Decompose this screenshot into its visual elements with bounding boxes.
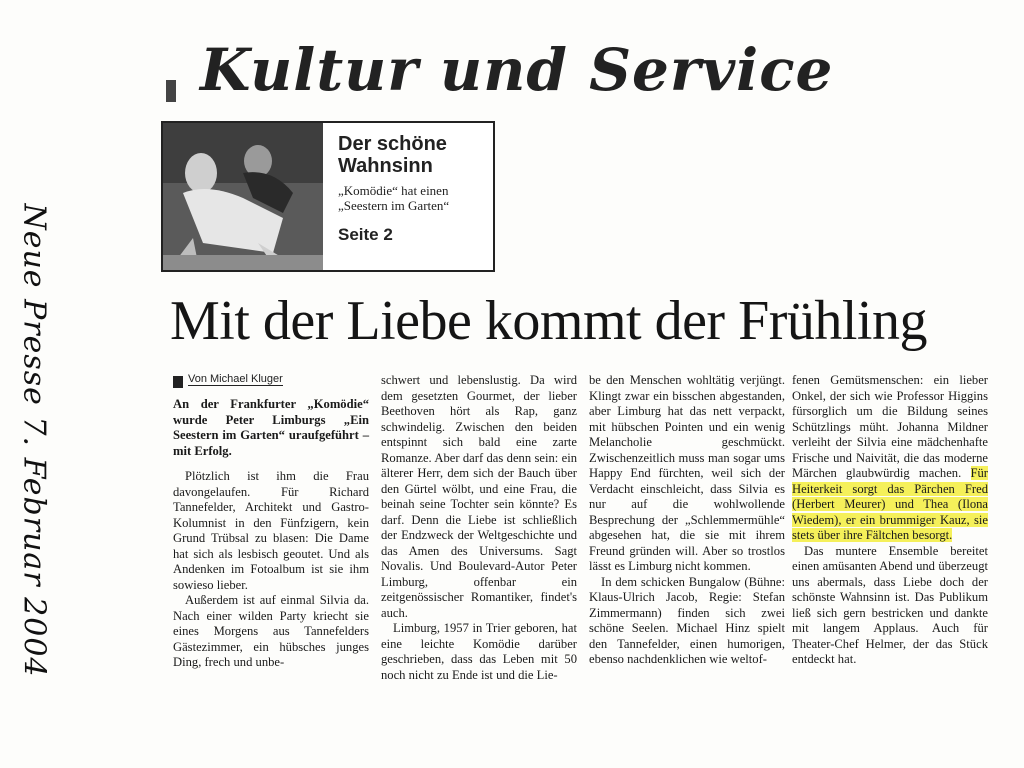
col1-paragraph-2: Außerdem ist auf einmal Silvia da. Nach einer wilden Party kriecht sie eines Morgens aus Tannefelders Gästezimmer, ein hübsches junges Ding, frech und unbe- — [173, 593, 369, 669]
handwritten-margin-note — [4, 160, 64, 720]
col3-paragraph-2: In dem schicken Bungalow (Bühne: Klaus-Ulrich Jacob, Regie: Stefan Zimmermann) finden sich zwei schöne Seelen. Michael Hinz spielt den Tannefelder, einen humorigen, ebenso nachdenklichen wie weltof- — [589, 574, 785, 666]
col4-paragraph-1 — [792, 373, 988, 544]
teaser-subline: „Komödie“ hat einen „Seestern im Garten“ — [338, 183, 450, 213]
byline: Von Michael Kluger — [188, 373, 283, 385]
col4-paragraph-1-text: fenen Gemütsmenschen: ein lieber Onkel, der sich wie Professor Higgins fürsorglich um die Bildung seines Schützlings müht. Johanna Mildner verleiht der Silvia eine mädchenhafte Frische und Naivität, die das moderne Märchen glaubwürdig machen. — [792, 373, 988, 480]
teaser-photo — [163, 123, 323, 270]
byline-bullet — [173, 376, 183, 388]
article-column-4 — [792, 373, 988, 668]
col4-paragraph-2: Das muntere Ensemble bereitet einen amüsanten Abend und überzeugt uns abermals, dass Liebe doch der schönste Wahnsinn ist. Das Publikum ließ sich gern bestricken und dankte mit langem Applaus. Auch für Theater-Chef Helmer, der das Stück entdeckt hat. — [792, 543, 988, 666]
article-column-1 — [173, 397, 369, 671]
article-column-3 — [589, 373, 785, 668]
actor-photo-illustration — [163, 123, 323, 270]
col2-paragraph-1: schwert und lebenslustig. Da wird dem gesetzten Gourmet, der lieber Beethoven hört als Rap, ganz schwindelig. Zwischen den beiden entspinnt sich bald eine zarte Romanze. Aber darf das denn sein: ein älterer Herr, dem sich der Bauch über den Gürtel wölbt, und eine Frau, die beinah seine Tochter sein könnte? Es darf. Denn die Liebe ist schließlich der Endzweck der Weltgeschichte und das Amen des Universums. Sagt Novalis. Und Boulevard-Autor Peter Limburg, offenbar ein zeitgenössischer Romantiker, findet's auch. — [381, 373, 577, 620]
col1-paragraph-1: Plötzlich ist ihm die Frau davongelaufen. Für Richard Tannefelder, Architekt und Gastro-Kolumnist in den Fünfzigern, kein Grund Trübsal zu blasen: Die Dame hat sich als lesbisch geoutet. Und als Andenken im Fotoalbum ist sie ihm sowieso lieber. — [173, 469, 369, 592]
margin-note-text: Neue Presse 7. Februar 2004 — [16, 202, 52, 678]
col2-paragraph-2: Limburg, 1957 in Trier geboren, hat eine leichte Komödie darüber geschrieben, dass das Leben mit 50 noch nicht zu Ende ist und die Lie- — [381, 621, 577, 682]
teaser-box — [161, 121, 495, 272]
teaser-page-ref: Seite 2 — [338, 225, 393, 244]
teaser-headline: Der schöne Wahnsinn — [338, 133, 447, 177]
article-headline: Mit der Liebe kommt der Frühling — [170, 290, 927, 352]
article-column-2 — [381, 373, 577, 683]
section-title: Kultur und Service — [200, 36, 834, 104]
section-bullet — [166, 80, 176, 102]
highlighted-passage: Für Heiterkeit sorgt das Pärchen Fred (Herbert Meurer) und Thea (Ilona Wiedem), er ein brummiger Kauz, sie stets über ihre Fältchen besorgt. — [792, 466, 988, 542]
article-lead: An der Frankfurter „Komödie“ wurde Peter Limburgs „Ein Seestern im Garten“ uraufgeführt – mit Erfolg. — [173, 397, 369, 458]
col3-paragraph-1: be den Menschen wohltätig verjüngt. Klingt zwar ein bisschen abgestanden, aber Limburg hat das nett verpackt, mit hübschen Pointen und ein wenig Melancholie geschmückt. Zwischenzeitlich muss man sogar ums Happy End fürchten, weil sich der Verdacht einschleicht, dass Silvia es nur auf die wohlwollende Besprechung der „Schlemmermühle“ abgesehen hat, die sie mit ihrem Freund gründen will. Aber so trostlos lässt es Limburg nicht kommen. — [589, 373, 785, 573]
teaser-text — [338, 133, 488, 245]
